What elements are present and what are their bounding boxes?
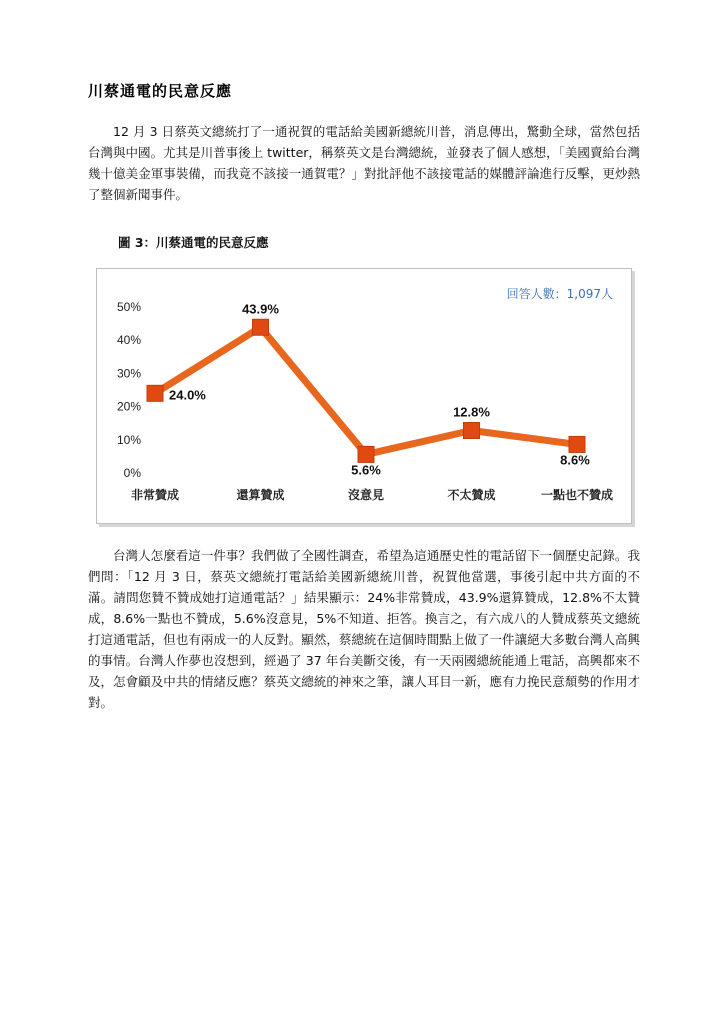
y-tick-label: 10% (116, 432, 141, 447)
data-value-label: 43.9% (242, 301, 279, 317)
data-value-label: 8.6% (560, 452, 590, 468)
y-tick-label: 50% (116, 300, 141, 314)
data-point-marker (464, 423, 480, 439)
analysis-paragraph: 台灣人怎麼看這一件事？我們做了全國性調查，希望為這通歷史性的電話留下一個歷史記錄。我們問：「12 月 3 日，蔡英文總統打電話給美國新總統川普，祝賀他當選，事後引起中共方面的不滿。請問您贊不贊成她打這通電話？」結果顯示：24%非常贊成，43.9%還算贊成，12.8%不太贊成，8.6%一點也不贊成，5.6%沒意見，5%不知道、拒答。換言之，有六成八的人贊成蔡英文總統打這通電話，但也有兩成一的人反對。顯然，蔡總統在這個時間點上做了一件讓絕大多數台灣人高興的事情。台灣人作夢也沒想到，經過了 37 年台美斷交後，有一天兩國總統能通上電話，高興都來不及，怎會顧及中共的情緒反應？蔡英文總統的神來之筆，讓人耳目一新，應有力挽民意頹勢的作用才對。 (88, 548, 640, 710)
data-point-marker (253, 319, 269, 335)
x-category-label: 還算贊成 (236, 488, 285, 502)
x-category-label: 一點也不贊成 (540, 488, 614, 502)
data-point-marker (569, 436, 585, 452)
y-tick-label: 30% (116, 366, 141, 381)
intro-paragraph: 12 月 3 日蔡英文總統打了一通祝賀的電話給美國新總統川普，消息傳出，驚動全球，當然包括台灣與中國。尤其是川普事後上 twitter，稱蔡英文是台灣總統，並發表了個人感想，「美國賣給台灣幾十億美金軍事裝備，而我竟不該接一通賀電？」對批評他不該接電話的媒體評論進行反擊，更炒熱了整個新聞事件。 (88, 124, 640, 202)
y-tick-label: 0% (123, 466, 141, 480)
chart-frame (96, 268, 632, 524)
figure-caption: 圖 3：川蔡通電的民意反應 (118, 235, 269, 250)
data-value-label: 12.8% (453, 404, 490, 420)
y-tick-label: 20% (116, 399, 141, 414)
data-value-label: 5.6% (351, 462, 381, 478)
data-value-label: 24.0% (169, 387, 206, 403)
line-chart (97, 269, 631, 523)
data-point-marker (147, 385, 163, 401)
section-heading: 川蔡通電的民意反應 (88, 82, 233, 100)
respondent-count-annotation: 回答人數：1,097人 (506, 287, 613, 301)
data-point-marker (358, 446, 374, 462)
series-line (155, 327, 577, 454)
x-category-label: 不太贊成 (447, 488, 496, 502)
y-tick-label: 40% (116, 333, 141, 348)
x-category-label: 沒意見 (347, 488, 385, 502)
x-category-label: 非常贊成 (130, 488, 180, 502)
